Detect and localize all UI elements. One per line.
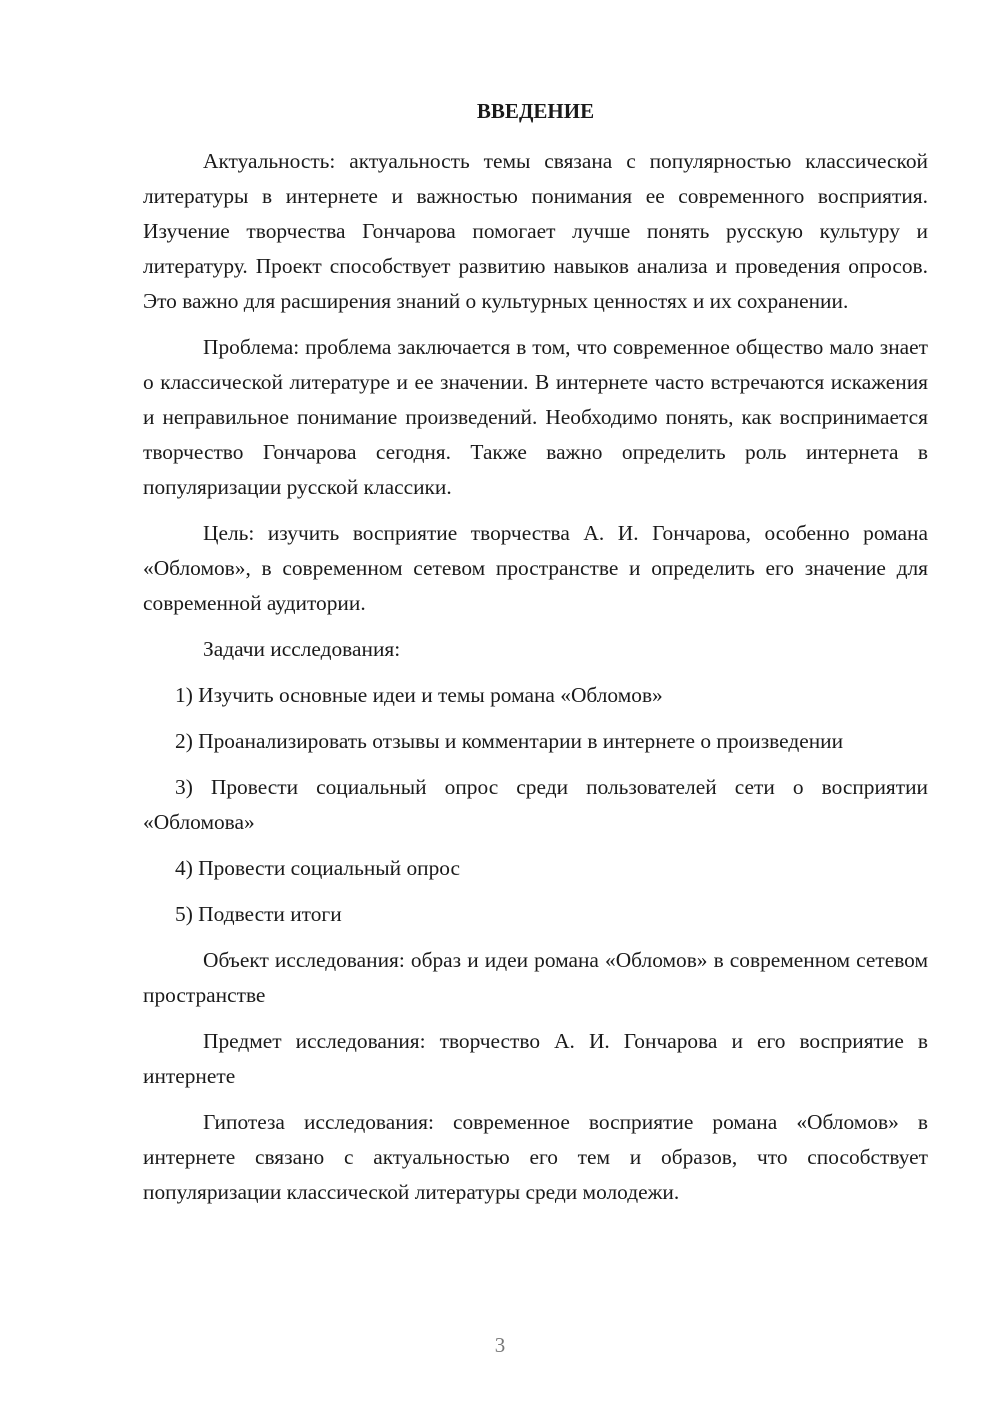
document-page bbox=[143, 94, 928, 1210]
task-item: 5) Подвести итоги bbox=[175, 902, 342, 926]
paragraph-relevance: Актуальность: актуальность темы связана с популярностью классической литературы в интернете и важностью понимания ее современного восприятия. Изучение творчества Гончарова помогает лучше понять русскую культуру и литературу. Проект способствует развитию навыков анализа и проведения опросов. Это важно для расширения знаний о культурных ценностях и их сохранении. bbox=[143, 149, 928, 313]
task-item: 1) Изучить основные идеи и темы романа «Обломов» bbox=[175, 683, 663, 707]
paragraph-object: Объект исследования: образ и идеи романа «Обломов» в современном сетевом пространстве bbox=[143, 948, 928, 1007]
paragraph-goal: Цель: изучить восприятие творчества А. И. Гончарова, особенно романа «Обломов», в современном сетевом пространстве и определить его значение для современной аудитории. bbox=[143, 521, 928, 615]
task-item: 2) Проанализировать отзывы и комментарии в интернете о произведении bbox=[175, 729, 844, 753]
page-number: 3 bbox=[494, 1333, 506, 1357]
paragraph-problem: Проблема: проблема заключается в том, что современное общество мало знает о классической литературе и ее значении. В интернете часто встречаются искажения и неправильное понимание произведений. Необходимо понять, как воспринимается творчество Гончарова сегодня. Также важно определить роль интернета в популяризации русской классики. bbox=[143, 335, 928, 499]
task-item: 4) Провести социальный опрос bbox=[175, 856, 461, 880]
section-title: ВВЕДЕНИЕ bbox=[476, 99, 595, 123]
paragraph-subject: Предмет исследования: творчество А. И. Гончарова и его восприятие в интернете bbox=[143, 1029, 928, 1088]
task-item: 3) Провести социальный опрос среди пользователей сети о восприятии «Обломова» bbox=[143, 775, 928, 834]
paragraph-hypothesis: Гипотеза исследования: современное восприятие романа «Обломов» в интернете связано с актуальностью его тем и образов, что способствует популяризации классической литературы среди молодежи. bbox=[143, 1110, 928, 1204]
tasks-heading: Задачи исследования: bbox=[203, 637, 401, 661]
